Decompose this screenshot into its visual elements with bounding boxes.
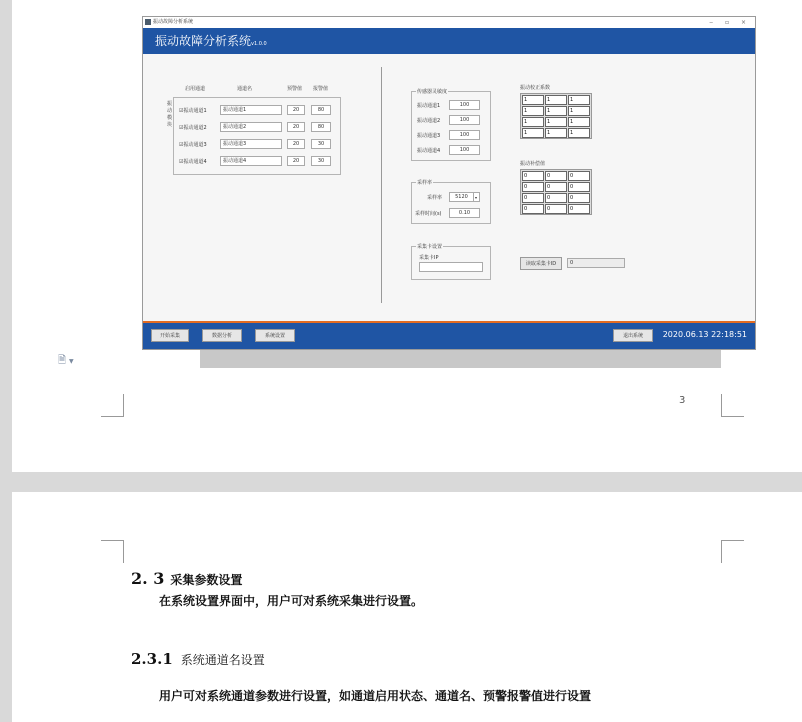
read-card-id-button[interactable]: 读取采集卡ID [520, 257, 562, 270]
offset-cell[interactable]: 0 [522, 182, 544, 192]
subsection-title: 系统通道名设置 [180, 653, 265, 667]
section-heading-2-3 [131, 569, 242, 588]
offset-cell[interactable]: 0 [522, 193, 544, 203]
offset-cell[interactable]: 0 [568, 171, 590, 181]
alarm-input-3[interactable]: 30 [311, 139, 331, 149]
correction-cell[interactable]: 1 [568, 106, 590, 116]
offset-cell[interactable]: 0 [545, 182, 567, 192]
header-alarm: 报警值 [313, 86, 329, 92]
channel-enable-3[interactable]: ☑振动通道3 [179, 142, 207, 148]
correction-cell[interactable]: 1 [568, 128, 590, 138]
start-acquisition-button[interactable]: 开始采集 [151, 329, 189, 342]
sampling-time-label: 采样时间(s) [415, 211, 442, 217]
channel-name-input-3[interactable]: 振动通道3 [220, 139, 282, 149]
sens-input-2[interactable]: 100 [449, 115, 480, 125]
correction-title: 振动校正系数 [520, 85, 551, 91]
alarm-input-1[interactable]: 80 [311, 105, 331, 115]
offset-cell[interactable]: 0 [545, 204, 567, 214]
sens-input-1[interactable]: 100 [449, 100, 480, 110]
correction-cell[interactable]: 1 [545, 117, 567, 127]
warn-input-1[interactable]: 20 [287, 105, 305, 115]
card-title: 采集卡设置 [417, 244, 443, 250]
offset-table[interactable] [520, 169, 592, 215]
correction-cell[interactable]: 1 [545, 106, 567, 116]
correction-cell[interactable]: 1 [522, 117, 544, 127]
app-bottom-bar [143, 321, 755, 349]
page-corner-mark [101, 540, 124, 563]
sensitivity-title: 传感器灵敏度 [417, 89, 448, 95]
sens-label-4: 振动通道4 [417, 148, 441, 154]
correction-cell[interactable]: 1 [522, 106, 544, 116]
sens-input-4[interactable]: 100 [449, 145, 480, 155]
vertical-divider [381, 67, 382, 303]
offset-cell[interactable]: 0 [568, 193, 590, 203]
document-paste-icon[interactable]: 🗎 ▼ [58, 355, 74, 366]
app-titlebar [143, 17, 755, 28]
page-corner-mark [101, 394, 124, 417]
warn-input-3[interactable]: 20 [287, 139, 305, 149]
sampling-rate-select[interactable]: 5120 [449, 192, 474, 202]
window-title: 振动故障分析系统 [153, 19, 194, 25]
correction-table[interactable] [520, 93, 592, 139]
sampling-title: 采样率 [417, 180, 433, 186]
channel-enable-2[interactable]: ☑振动通道2 [179, 125, 207, 131]
alarm-input-4[interactable]: 30 [311, 156, 331, 166]
page-corner-mark [721, 540, 744, 563]
app-icon [145, 19, 151, 25]
module-label: 振动模块 [167, 101, 173, 128]
channel-enable-1[interactable]: ☑振动通道1 [179, 108, 207, 114]
section-title: 采集参数设置 [170, 573, 243, 587]
offset-cell[interactable]: 0 [522, 171, 544, 181]
section-heading-2-3-1 [131, 650, 265, 668]
sens-label-3: 振动通道3 [417, 133, 441, 139]
card-id-value: 0 [567, 258, 625, 268]
sens-input-3[interactable]: 100 [449, 130, 480, 140]
sampling-time-input[interactable]: 0.10 [449, 208, 480, 218]
image-shadow [200, 350, 721, 368]
page-number: 3 [679, 395, 686, 406]
sens-label-1: 振动通道1 [417, 103, 441, 109]
app-screenshot [142, 16, 756, 350]
channel-name-input-4[interactable]: 振动通道4 [220, 156, 282, 166]
subsection-paragraph: 用户可对系统通道参数进行设置，如通道启用状态、通道名、预警报警值进行设置 [159, 689, 592, 703]
card-ip-label: 采集卡IP [419, 255, 439, 261]
exit-system-button[interactable]: 退出系统 [613, 329, 653, 342]
correction-cell[interactable]: 1 [522, 128, 544, 138]
channel-name-input-1[interactable]: 振动通道1 [220, 105, 282, 115]
header-warn: 预警值 [287, 86, 303, 92]
banner-title: 振动故障分析系统 [155, 34, 252, 48]
warn-input-2[interactable]: 20 [287, 122, 305, 132]
correction-cell[interactable]: 1 [522, 95, 544, 105]
offset-cell[interactable]: 0 [568, 182, 590, 192]
datetime-display: 2020.06.13 22:18:51 [662, 330, 747, 339]
alarm-input-2[interactable]: 80 [311, 122, 331, 132]
offset-cell[interactable]: 0 [568, 204, 590, 214]
correction-cell[interactable]: 1 [545, 95, 567, 105]
header-channel-name: 通道名 [237, 86, 253, 92]
page-corner-mark [721, 394, 744, 417]
window-controls: ‒ ▫ × [709, 19, 751, 26]
header-enable: 启用通道 [185, 86, 206, 92]
sampling-rate-label: 采样率 [427, 195, 443, 201]
channel-name-input-2[interactable]: 振动通道2 [220, 122, 282, 132]
section-number: 2. 3 [131, 569, 165, 588]
data-analysis-button[interactable]: 数据分析 [202, 329, 242, 342]
sens-label-2: 振动通道2 [417, 118, 441, 124]
offset-cell[interactable]: 0 [522, 204, 544, 214]
correction-cell[interactable]: 1 [568, 117, 590, 127]
dropdown-arrow-icon[interactable]: ▾ [473, 192, 480, 202]
section-paragraph: 在系统设置界面中，用户可对系统采集进行设置。 [159, 594, 424, 608]
system-settings-button[interactable]: 系统设置 [255, 329, 295, 342]
subsection-number: 2.3.1 [131, 650, 173, 668]
app-banner [143, 28, 755, 54]
version-label: v1.0.0 [251, 41, 267, 47]
offset-cell[interactable]: 0 [545, 171, 567, 181]
offset-cell[interactable]: 0 [545, 193, 567, 203]
card-ip-input[interactable] [419, 262, 483, 272]
correction-cell[interactable]: 1 [545, 128, 567, 138]
correction-cell[interactable]: 1 [568, 95, 590, 105]
warn-input-4[interactable]: 20 [287, 156, 305, 166]
offset-title: 振动补偿值 [520, 161, 546, 167]
channel-enable-4[interactable]: ☑振动通道4 [179, 159, 207, 165]
